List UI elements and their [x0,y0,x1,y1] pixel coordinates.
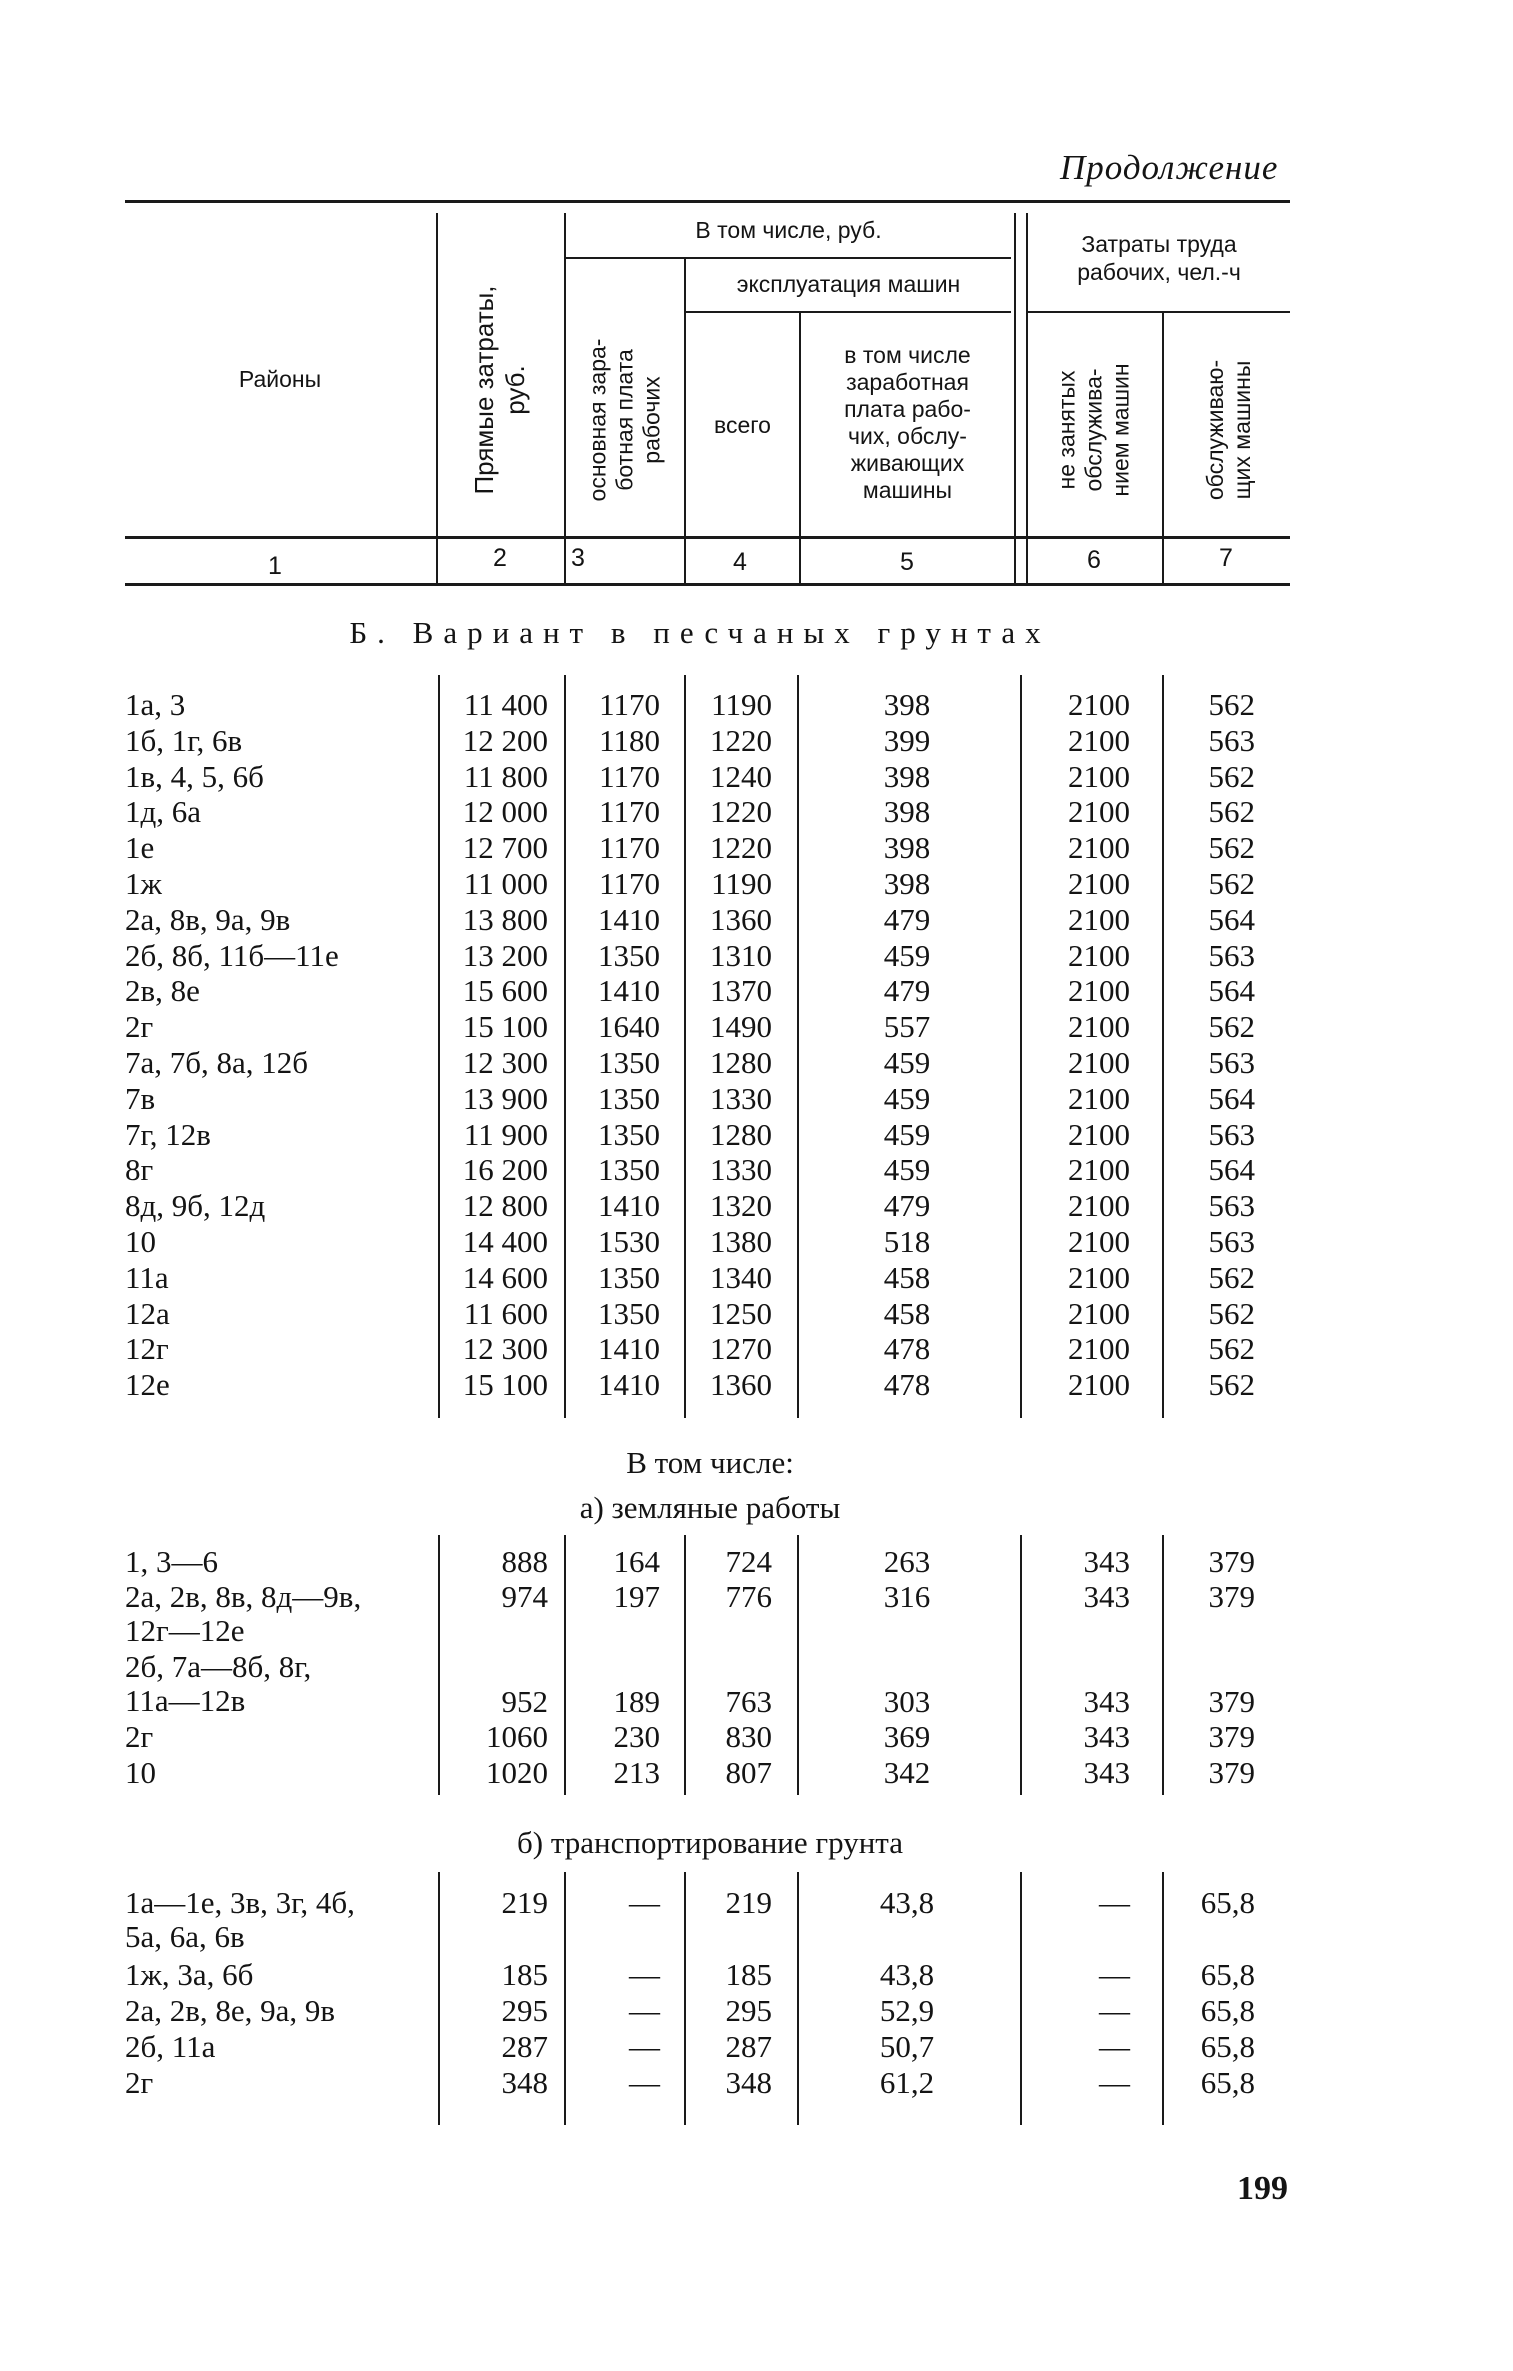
section-bb-title: б) транспортирование грунта [517,1825,903,1860]
section-b-cell-c3: 1410 [598,973,660,1008]
section-a-column-rule-4 [797,1535,799,1795]
header-zatraty-truda: Затраты труда рабочих, чел.-ч [1077,231,1241,285]
section-a-cell-c3: 197 [613,1579,660,1614]
section-bb-row-label: 2г [125,2065,154,2100]
section-b-cell-c7: 562 [1208,1296,1255,1331]
section-b-cell-c3: 1170 [599,830,660,865]
section-b-cell-c7: 562 [1208,1260,1255,1295]
section-b-row-label: 7в [125,1081,156,1116]
section-b-cell-c7: 562 [1208,687,1255,722]
continuation-label: Продолжение [1060,148,1279,187]
section-b-cell-c6: 2100 [1068,1224,1130,1259]
section-b-cell-c6: 2100 [1068,973,1130,1008]
header-rule-ekspluatatsiya [686,311,1011,313]
section-b-cell-c2: 15 100 [462,1009,548,1044]
section-b-cell-c3: 1350 [598,1152,660,1187]
section-b-cell-c5: 459 [883,1117,931,1152]
section-b-cell-c3: 1410 [598,1367,660,1402]
section-b-row-label: 2б, 8б, 11б—11е [125,938,339,973]
section-b-cell-c3: 1410 [598,1188,660,1223]
section-a-cell-c7: 379 [1208,1579,1255,1614]
section-b-column-rule-1 [438,675,440,1418]
section-b-cell-c2: 11 000 [463,866,548,901]
section-b-cell-c7: 563 [1208,723,1255,758]
section-b-cell-c4: 1310 [710,938,772,973]
header-vline-1 [436,213,438,583]
section-bb-cell-c5: 61,2 [879,2065,935,2100]
column-number-6: 6 [1087,546,1101,574]
section-b-cell-c7: 564 [1208,973,1255,1008]
column-number-4: 4 [733,548,747,576]
section-b-row-label: 2г [125,1009,154,1044]
header-rule-zatraty [1026,311,1290,313]
section-b-cell-c4: 1380 [710,1224,772,1259]
section-b-cell-c5: 479 [883,973,931,1008]
section-bb-cell-c6: — [1099,1957,1130,1992]
section-b-column-rule-2 [564,675,566,1418]
section-b-cell-c2: 12 300 [462,1331,548,1366]
section-bb-cell-c3: — [629,1993,660,2028]
section-b-cell-c6: 2100 [1068,794,1130,829]
section-bb-cell-c4: 219 [725,1885,772,1920]
section-bb-cell-c3: — [629,1885,660,1920]
section-b-cell-c4: 1490 [710,1009,772,1044]
section-b-cell-c3: 1350 [598,1117,660,1152]
section-b-cell-c4: 1190 [711,866,772,901]
section-bb-cell-c4: 287 [725,2029,772,2064]
section-b-cell-c4: 1340 [710,1260,772,1295]
section-a-cell-c5: 303 [883,1684,931,1719]
section-bb-cell-c7: 65,8 [1200,1993,1255,2028]
section-b-cell-c6: 2100 [1068,687,1130,722]
section-bb-column-rule-1 [438,1872,440,2125]
section-a-row-label: 2б, 7а—8б, 8г, 11а—12в [125,1649,312,1718]
section-b-row-label: 1е [125,830,155,865]
section-bb-cell-c2: 219 [501,1885,548,1920]
section-bb-cell-c4: 348 [725,2065,772,2100]
section-b-cell-c6: 2100 [1068,1260,1130,1295]
section-b-cell-c7: 563 [1208,1224,1255,1259]
header-pryamye-zatraty: Прямые затраты, руб. [469,285,530,495]
section-b-cell-c3: 1350 [598,1045,660,1080]
section-bb-row-label: 2а, 2в, 8е, 9а, 9в [125,1993,336,2028]
column-number-5: 5 [900,548,914,576]
section-b-cell-c5: 478 [883,1367,931,1402]
section-a-cell-c3: 189 [613,1684,660,1719]
section-b-cell-c6: 2100 [1068,1331,1130,1366]
section-b-cell-c3: 1350 [598,1260,660,1295]
section-b-cell-c3: 1170 [599,794,660,829]
section-a-cell-c4: 763 [725,1684,772,1719]
section-b-cell-c7: 564 [1208,1081,1255,1116]
section-bb-row-label: 2б, 11а [125,2029,216,2064]
section-b-cell-c2: 13 900 [462,1081,548,1116]
section-b-cell-c6: 2100 [1068,723,1130,758]
section-b-cell-c4: 1220 [710,794,772,829]
section-b-cell-c3: 1170 [599,866,660,901]
section-a-cell-c4: 830 [725,1719,772,1754]
section-b-cell-c7: 563 [1208,1117,1255,1152]
column-number-3: 3 [571,544,585,572]
section-b-row-label: 2в, 8е [125,973,200,1008]
section-bb-cell-c4: 295 [725,1993,772,2028]
section-b-cell-c4: 1330 [710,1081,772,1116]
section-a-cell-c6: 343 [1083,1684,1130,1719]
section-b-cell-c6: 2100 [1068,830,1130,865]
section-b-cell-c2: 12 300 [462,1045,548,1080]
section-bb-cell-c7: 65,8 [1200,1885,1255,1920]
section-bb-cell-c6: — [1099,1885,1130,1920]
section-b-cell-c2: 11 600 [463,1296,548,1331]
section-bb-cell-c5: 43,8 [879,1885,935,1920]
section-b-row-label: 8г [125,1152,154,1187]
section-b-row-label: 12а [125,1296,170,1331]
section-a-cell-c7: 379 [1208,1719,1255,1754]
section-b-cell-c2: 11 400 [463,687,548,722]
section-b-row-label: 1ж [125,866,162,901]
header-rayony: Районы [238,366,322,392]
section-a-cell-c5: 263 [883,1544,931,1579]
section-b-cell-c6: 2100 [1068,1081,1130,1116]
column-number-2: 2 [493,544,507,572]
v-tom-chisle-label: В том числе: [626,1445,794,1480]
section-b-cell-c7: 563 [1208,938,1255,973]
section-b-cell-c2: 12 000 [462,794,548,829]
section-a-cell-c3: 230 [613,1719,660,1754]
section-bb-cell-c3: — [629,2065,660,2100]
header-bottom-rule [125,536,1290,539]
section-b-cell-c6: 2100 [1068,866,1130,901]
header-v-tom-chisle-rub: В том числе, руб. [695,217,882,243]
section-b-cell-c4: 1280 [710,1117,772,1152]
section-b-cell-c6: 2100 [1068,1188,1130,1223]
section-a-cell-c4: 724 [725,1544,772,1579]
section-bb-row-label: 1ж, 3а, 6б [125,1957,254,1992]
section-a-column-rule-2 [564,1535,566,1795]
header-ne-zanyatyh: не занятых обслужива- нием машин [1053,363,1134,497]
section-b-cell-c4: 1280 [710,1045,772,1080]
section-b-cell-c3: 1350 [598,1296,660,1331]
header-rule-in-tom-chisle [566,257,1011,259]
section-a-cell-c5: 316 [883,1579,931,1614]
section-b-cell-c3: 1530 [598,1224,660,1259]
section-b-cell-c6: 2100 [1068,938,1130,973]
section-b-cell-c2: 11 900 [463,1117,548,1152]
section-b-cell-c2: 13 800 [462,902,548,937]
section-b-cell-c7: 563 [1208,1188,1255,1223]
section-b-cell-c3: 1640 [598,1009,660,1044]
section-bb-cell-c2: 348 [501,2065,548,2100]
section-b-cell-c4: 1330 [710,1152,772,1187]
section-a-cell-c2: 888 [501,1544,548,1579]
section-b-cell-c5: 398 [883,759,931,794]
section-b-cell-c3: 1350 [598,938,660,973]
section-b-cell-c7: 564 [1208,902,1255,937]
section-a-column-rule-6 [1162,1535,1164,1795]
section-bb-cell-c5: 43,8 [879,1957,935,1992]
section-b-cell-c5: 459 [883,1081,931,1116]
section-a-cell-c7: 379 [1208,1755,1255,1790]
section-b-row-label: 12е [125,1367,170,1402]
section-a-cell-c6: 343 [1083,1544,1130,1579]
section-b-cell-c2: 16 200 [462,1152,548,1187]
section-b-cell-c5: 399 [883,723,931,758]
header-vline-5 [1014,213,1016,583]
section-bb-cell-c7: 65,8 [1200,2029,1255,2064]
section-b-cell-c5: 478 [883,1331,931,1366]
section-b-cell-c5: 458 [883,1260,931,1295]
section-b-cell-c6: 2100 [1068,1117,1130,1152]
section-b-row-label: 11а [125,1260,169,1295]
section-a-cell-c4: 807 [725,1755,772,1790]
section-b-cell-c6: 2100 [1068,1296,1130,1331]
section-bb-cell-c6: — [1099,2029,1130,2064]
section-b-cell-c5: 459 [883,938,931,973]
section-bb-column-rule-5 [1020,1872,1022,2125]
section-b-row-label: 8д, 9б, 12д [125,1188,266,1223]
section-bb-cell-c6: — [1099,2065,1130,2100]
header-vline-7 [1162,311,1164,583]
section-b-row-label: 1в, 4, 5, 6б [125,759,264,794]
section-b-cell-c5: 518 [883,1224,931,1259]
section-b-cell-c5: 398 [883,866,931,901]
section-b-cell-c7: 562 [1208,759,1255,794]
section-b-cell-c7: 562 [1208,866,1255,901]
section-b-cell-c5: 479 [883,902,931,937]
section-b-cell-c2: 15 100 [462,1367,548,1402]
section-b-row-label: 7г, 12в [125,1117,211,1152]
section-a-cell-c7: 379 [1208,1544,1255,1579]
section-bb-row-label: 1а—1е, 3в, 3г, 4б, 5а, 6а, 6в [125,1885,355,1954]
section-b-cell-c4: 1320 [710,1188,772,1223]
section-b-cell-c2: 12 700 [462,830,548,865]
header-zarplata-mash: в том числе заработная плата рабо- чих, обслу- живающих машины [844,342,971,503]
section-b-cell-c6: 2100 [1068,1045,1130,1080]
header-ekspluatatsiya: эксплуатация машин [736,271,961,297]
section-b-cell-c5: 398 [883,794,931,829]
section-b-cell-c5: 398 [883,830,931,865]
section-b-cell-c4: 1240 [710,759,772,794]
section-b-cell-c5: 459 [883,1045,931,1080]
section-b-cell-c3: 1410 [598,1331,660,1366]
section-a-cell-c5: 369 [883,1719,931,1754]
section-b-cell-c7: 562 [1208,794,1255,829]
section-a-row-label: 2а, 2в, 8в, 8д—9в, 12г—12е [125,1579,362,1648]
section-a-column-rule-3 [684,1535,686,1795]
section-b-column-rule-4 [797,675,799,1418]
section-b-cell-c4: 1370 [710,973,772,1008]
section-b-cell-c6: 2100 [1068,1009,1130,1044]
section-b-cell-c6: 2100 [1068,759,1130,794]
section-b-cell-c5: 557 [883,1009,931,1044]
section-a-column-rule-1 [438,1535,440,1795]
section-b-cell-c4: 1360 [710,902,772,937]
section-bb-cell-c3: — [629,2029,660,2064]
column-number-1: 1 [268,552,282,580]
section-bb-cell-c3: — [629,1957,660,1992]
header-osnovnaya-zarplata: основная зара- ботная плата рабочих [584,338,665,502]
section-b-cell-c2: 12 200 [462,723,548,758]
section-a-cell-c5: 342 [883,1755,931,1790]
section-b-cell-c5: 398 [883,687,931,722]
section-b-column-rule-5 [1020,675,1022,1418]
section-a-cell-c6: 343 [1083,1755,1130,1790]
section-b-cell-c3: 1350 [598,1081,660,1116]
column-number-rule [125,583,1290,586]
section-b-cell-c4: 1190 [711,687,772,722]
section-a-cell-c3: 213 [613,1755,660,1790]
section-bb-cell-c7: 65,8 [1200,1957,1255,1992]
section-a-cell-c7: 379 [1208,1684,1255,1719]
section-b-cell-c2: 11 800 [463,759,548,794]
section-b-cell-c3: 1410 [598,902,660,937]
section-a-row-label: 10 [125,1755,156,1790]
section-bb-column-rule-3 [684,1872,686,2125]
section-b-cell-c4: 1220 [710,723,772,758]
section-b-cell-c7: 562 [1208,1367,1255,1402]
section-b-row-label: 10 [125,1224,156,1259]
section-a-cell-c2: 952 [501,1684,548,1719]
header-top-rule [125,200,1290,203]
section-b-cell-c7: 564 [1208,1152,1255,1187]
section-b-cell-c5: 458 [883,1296,931,1331]
section-a-cell-c2: 974 [501,1579,548,1614]
header-vline-2 [564,213,566,583]
section-a-row-label: 2г [125,1719,154,1754]
section-b-cell-c3: 1180 [599,723,660,758]
section-bb-cell-c6: — [1099,1993,1130,2028]
section-a-cell-c2: 1060 [486,1719,548,1754]
section-bb-cell-c2: 295 [501,1993,548,2028]
section-bb-cell-c5: 52,9 [879,1993,935,2028]
section-bb-column-rule-4 [797,1872,799,2125]
header-obsluzhivayuschih: обслуживаю- щих машины [1202,359,1255,501]
header-vsego: всего [714,412,771,438]
section-b-row-label: 1д, 6а [125,794,202,829]
section-a-title: а) земляные работы [579,1490,841,1525]
section-bb-cell-c4: 185 [725,1957,772,1992]
section-b-cell-c6: 2100 [1068,1152,1130,1187]
section-b-cell-c2: 14 400 [462,1224,548,1259]
section-b-cell-c7: 562 [1208,1331,1255,1366]
section-b-cell-c4: 1220 [710,830,772,865]
section-a-column-rule-5 [1020,1535,1022,1795]
section-a-cell-c6: 343 [1083,1579,1130,1614]
section-b-cell-c2: 12 800 [462,1188,548,1223]
section-b-column-rule-3 [684,675,686,1418]
section-b-row-label: 1б, 1г, 6в [125,723,243,758]
section-b-cell-c5: 479 [883,1188,931,1223]
section-a-row-label: 1, 3—6 [125,1544,218,1579]
section-b-cell-c4: 1270 [710,1331,772,1366]
section-a-cell-c6: 343 [1083,1719,1130,1754]
section-bb-cell-c2: 185 [501,1957,548,1992]
section-b-title: Б. Вариант в песчаных грунтах [349,615,1051,650]
page-number: 199 [1237,2170,1288,2207]
section-bb-column-rule-6 [1162,1872,1164,2125]
section-bb-cell-c2: 287 [501,2029,548,2064]
section-b-cell-c4: 1360 [710,1367,772,1402]
section-a-cell-c4: 776 [725,1579,772,1614]
section-b-cell-c4: 1250 [710,1296,772,1331]
section-bb-column-rule-2 [564,1872,566,2125]
section-bb-cell-c7: 65,8 [1200,2065,1255,2100]
section-b-cell-c2: 15 600 [462,973,548,1008]
section-b-cell-c3: 1170 [599,687,660,722]
section-b-cell-c7: 563 [1208,1045,1255,1080]
section-b-cell-c7: 562 [1208,1009,1255,1044]
section-bb-cell-c5: 50,7 [879,2029,935,2064]
section-a-cell-c3: 164 [613,1544,660,1579]
section-b-cell-c5: 459 [883,1152,931,1187]
section-b-row-label: 2а, 8в, 9а, 9в [125,902,291,937]
section-b-cell-c3: 1170 [599,759,660,794]
column-number-7: 7 [1219,544,1233,572]
section-b-cell-c7: 562 [1208,830,1255,865]
section-a-cell-c2: 1020 [486,1755,548,1790]
section-b-cell-c6: 2100 [1068,1367,1130,1402]
section-b-cell-c2: 14 600 [462,1260,548,1295]
section-b-cell-c2: 13 200 [462,938,548,973]
section-b-cell-c6: 2100 [1068,902,1130,937]
section-b-column-rule-6 [1162,675,1164,1418]
section-b-row-label: 7а, 7б, 8а, 12б [125,1045,309,1080]
section-b-row-label: 12г [125,1331,169,1366]
section-b-row-label: 1а, 3 [125,687,186,722]
